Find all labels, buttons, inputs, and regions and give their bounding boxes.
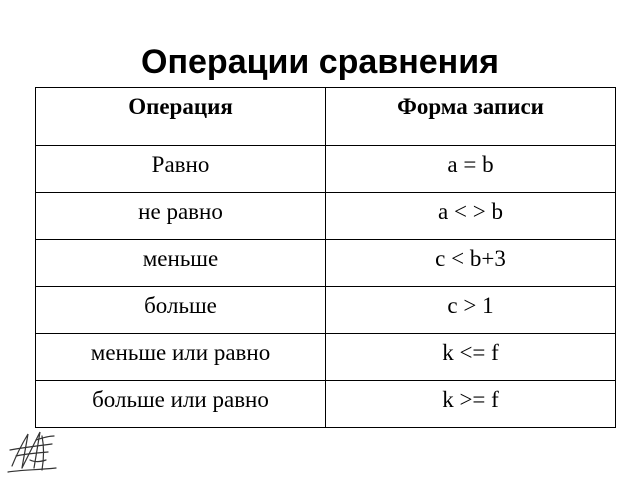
notation-cell: k <= f (326, 334, 616, 381)
table-row (36, 146, 616, 193)
notation-cell: c < b+3 (326, 240, 616, 287)
notation-cell: a < > b (326, 193, 616, 240)
operation-cell: Равно (36, 146, 326, 193)
operation-cell: больше или равно (36, 381, 326, 428)
table-row (36, 240, 616, 287)
header-notation: Форма записи (326, 88, 616, 146)
notation-cell: a = b (326, 146, 616, 193)
table-row (36, 287, 616, 334)
operation-cell: меньше или равно (36, 334, 326, 381)
comparison-operations-table (35, 87, 616, 428)
monogram-signature-icon (6, 426, 58, 474)
header-operation: Операция (36, 88, 326, 146)
notation-cell: k >= f (326, 381, 616, 428)
table-header-row (36, 88, 616, 146)
operation-cell: не равно (36, 193, 326, 240)
table-row (36, 193, 616, 240)
table-row (36, 334, 616, 381)
operation-cell: меньше (36, 240, 326, 287)
page-title: Операции сравнения (141, 43, 499, 81)
comparison-table-container (35, 87, 615, 422)
notation-cell: c > 1 (326, 287, 616, 334)
table-row (36, 381, 616, 428)
operation-cell: больше (36, 287, 326, 334)
